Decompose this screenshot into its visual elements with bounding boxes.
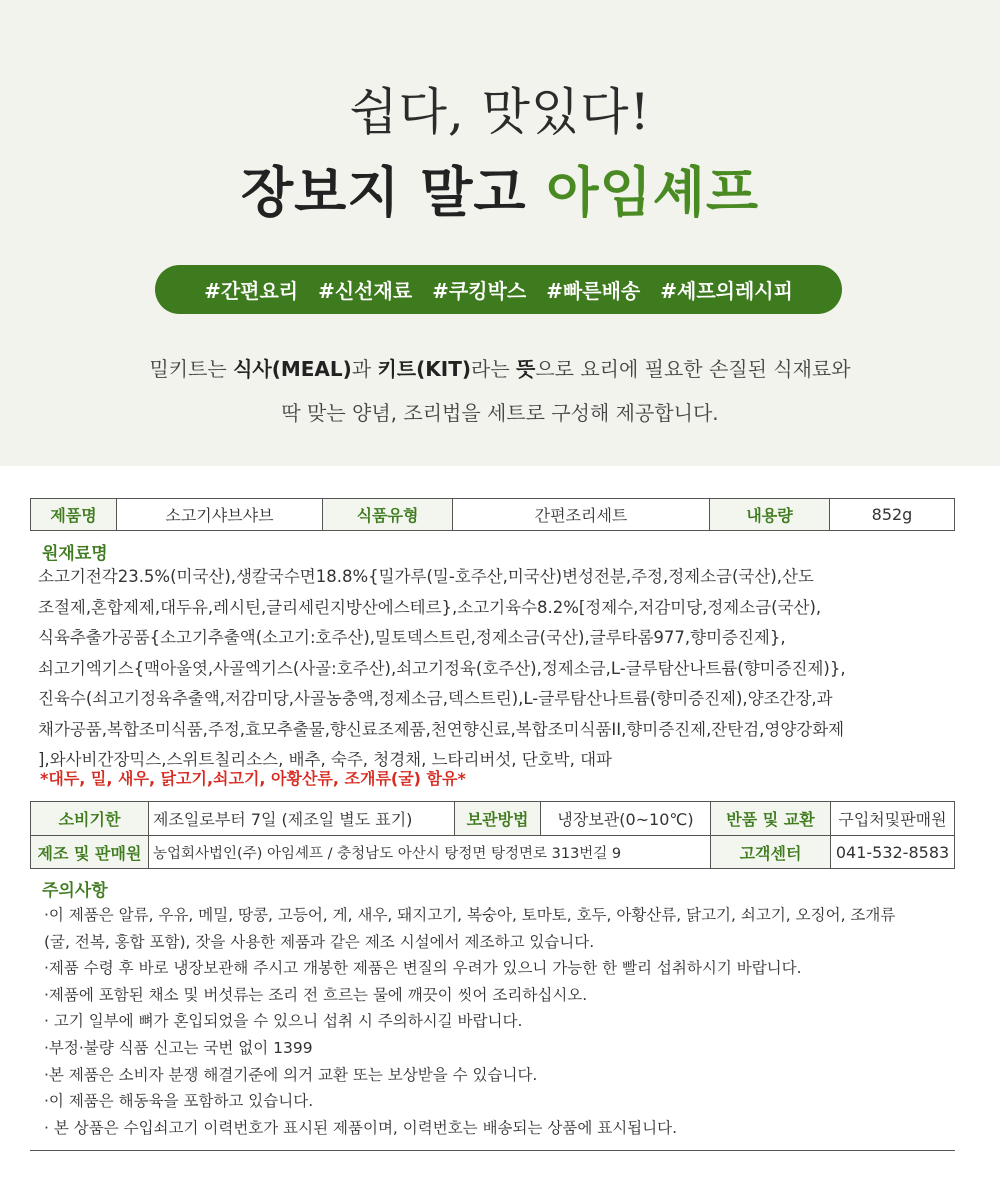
- caution-item: ·제품에 포함된 채소 및 버섯류는 조리 전 흐르는 물에 깨끗이 씻어 조리하십시오.: [44, 985, 588, 1004]
- bottom-divider: [30, 1150, 955, 1151]
- allergen-warning: *대두, 밀, 새우, 닭고기,쇠고기, 아황산류, 조개류(굴) 함유*: [40, 769, 466, 788]
- caution-item: ·이 제품은 알류, 우유, 메밀, 땅콩, 고등어, 게, 새우, 돼지고기, 복숭아, 토마토, 호두, 아황산류, 닭고기, 쇠고기, 오징어, 조개류: [44, 906, 896, 924]
- desc-emphasis: 뜻: [516, 357, 536, 381]
- storage-value: 냉장보관(0~10℃): [541, 802, 711, 836]
- ingredients-line: 소고기전각23.5%(미국산),생칼국수면18.8%{밀가루(밀-호주산,미국산)변성전분,주정,정제소금(국산),산도: [38, 567, 814, 586]
- desc-emphasis: 식사(MEAL): [233, 357, 352, 381]
- ingredients-line: 채가공품,복합조미식품,주정,효모추출물,향신료조제품,천연향신료,복합조미식품II,향미증진제,잔탄검,영양강화제: [38, 719, 845, 739]
- description-line-1: [0, 353, 1000, 382]
- caution-item: ·제품 수령 후 바로 냉장보관해 주시고 개봉한 제품은 변질의 우려가 있으니 가능한 한 빨리 섭취하시기 바랍니다.: [44, 959, 802, 978]
- expiry-value: 제조일로부터 7일 (제조일 별도 표기): [149, 802, 455, 836]
- hero-subheadline: [0, 150, 1000, 227]
- caution-item: · 고기 일부에 뼈가 혼입되었을 수 있으니 섭취 시 주의하시길 바랍니다.: [44, 1012, 523, 1031]
- caution-item: · 본 상품은 수입쇠고기 이력번호가 표시된 제품이며, 이력번호는 배송되는 상품에 표시됩니다.: [44, 1118, 678, 1137]
- food-type-value: 간편조리세트: [453, 499, 710, 531]
- storage-label: 보관방법: [455, 802, 541, 836]
- product-info-table: [30, 498, 955, 531]
- hashtag: #신선재료: [318, 279, 413, 303]
- food-type-label: 식품유형: [323, 499, 453, 531]
- description-line-2: 딱 맞는 양념, 조리법을 세트로 구성해 제공합니다.: [281, 401, 719, 425]
- customer-center-label: 고객센터: [711, 836, 831, 869]
- hashtag: #쿠킹박스: [432, 279, 527, 303]
- maker-value: 농업회사법인(주) 아임셰프 / 충청남도 아산시 탕정면 탕정면로 313번길 9: [149, 836, 711, 869]
- hero-headline: 쉽다, 맛있다!: [349, 83, 651, 141]
- return-label: 반품 및 교환: [711, 802, 831, 836]
- ingredients-line: ],와사비간장믹스,스위트칠리소스, 배추, 숙주, 청경채, 느타리버섯, 단호박, 대파: [38, 750, 612, 769]
- hero-subheadline-prefix: 장보지 말고: [240, 161, 547, 224]
- customer-center-phone: 041-532-8583: [831, 836, 955, 869]
- hashtag: #간편요리: [204, 279, 299, 303]
- hashtag: #셰프의레시피: [660, 279, 793, 303]
- caution-item: (굴, 전복, 홍합 포함), 잣을 사용한 제품과 같은 제조 시설에서 제조하고 있습니다.: [44, 932, 595, 951]
- ingredients-line: 조절제,혼합제제,대두유,레시틴,글리세린지방산에스테르},소고기육수8.2%[정제수,저감미당,정제소금(국산),: [38, 597, 822, 617]
- product-name-value: 소고기샤브샤브: [117, 499, 323, 531]
- cautions-list: [44, 902, 964, 1141]
- ingredients-line: 진육수(쇠고기정육추출액,저감미당,사골농충액,정제소금,덱스트린),L-글루탐산나트륨(향미증진제),양조간장,과: [38, 689, 833, 708]
- hashtag-pill: [155, 265, 842, 314]
- ingredients-line: 식육추출가공품{소고기추출액(소고기:호주산),밀토덱스트린,정제소금(국산),글루타롬977,향미증진제},: [38, 628, 786, 647]
- ingredients-title: 원재료명: [42, 544, 108, 564]
- volume-value: 852g: [830, 499, 955, 531]
- return-value: 구입처및판매원: [831, 802, 955, 836]
- ingredients-text: [38, 562, 963, 776]
- details-table: [30, 801, 955, 869]
- expiry-label: 소비기한: [31, 802, 149, 836]
- hero-banner: [0, 0, 1000, 466]
- maker-label: 제조 및 판매원: [31, 836, 149, 869]
- desc-text: 라는: [471, 357, 516, 381]
- desc-text: 밀키트는: [149, 357, 234, 381]
- ingredients-line: 쇠고기엑기스{맥아울엿,사골엑기스(사골:호주산),쇠고기정육(호주산),정제소금,L-글루탐산나트륨(향미증진제)},: [38, 658, 846, 678]
- hashtag: #빠른배송: [546, 279, 641, 303]
- desc-emphasis: 키트(KIT): [377, 357, 471, 381]
- volume-label: 내용량: [710, 499, 830, 531]
- caution-item: ·부정·불량 식품 신고는 국번 없이 1399: [44, 1038, 313, 1057]
- brand-name: 아임셰프: [546, 161, 760, 224]
- caution-item: ·이 제품은 해동육을 포함하고 있습니다.: [44, 1092, 314, 1111]
- desc-text: 과: [351, 357, 378, 381]
- desc-text: 으로 요리에 필요한 손질된 식재료와: [535, 357, 851, 381]
- cautions-title: 주의사항: [42, 881, 108, 901]
- product-name-label: 제품명: [31, 499, 117, 531]
- caution-item: ·본 제품은 소비자 분쟁 해결기준에 의거 교환 또는 보상받을 수 있습니다.: [44, 1065, 538, 1084]
